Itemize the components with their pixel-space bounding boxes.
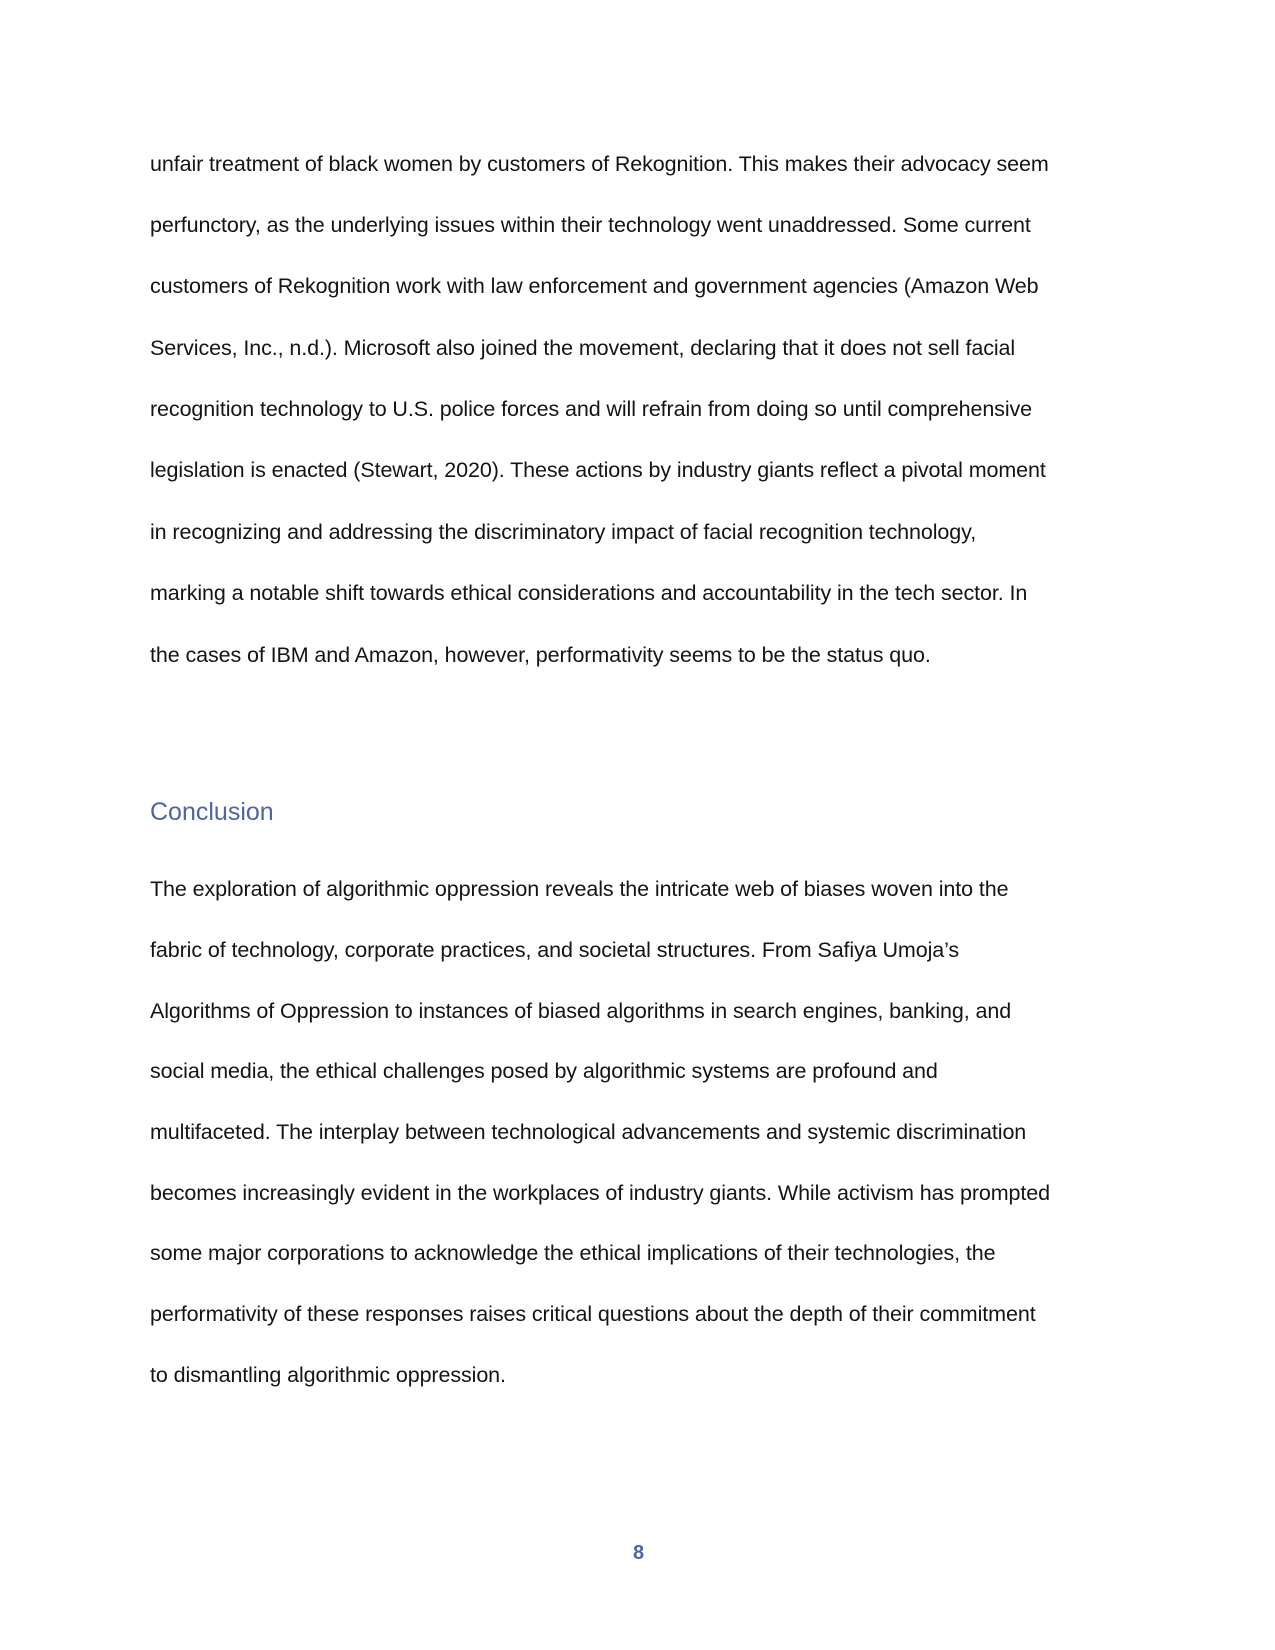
text-line: unfair treatment of black women by customers of Rekognition. This makes their advocacy seem xyxy=(150,152,1049,176)
text-line: marking a notable shift towards ethical considerations and accountability in the tech sector. In xyxy=(150,581,1028,605)
text-line: performativity of these responses raises critical questions about the depth of their commitment xyxy=(150,1302,1036,1326)
section-heading-conclusion: Conclusion xyxy=(150,798,274,826)
page-number: 8 xyxy=(632,1542,645,1564)
text-line: legislation is enacted (Stewart, 2020). These actions by industry giants reflect a pivotal moment xyxy=(150,458,1046,482)
text-line: recognition technology to U.S. police forces and will refrain from doing so until comprehensive xyxy=(150,397,1033,421)
text-line: some major corporations to acknowledge the ethical implications of their technologies, the xyxy=(150,1241,996,1265)
text-line: multifaceted. The interplay between technological advancements and systemic discrimination xyxy=(150,1120,1027,1144)
text-line: the cases of IBM and Amazon, however, performativity seems to be the status quo. xyxy=(150,643,931,667)
text-line: in recognizing and addressing the discriminatory impact of facial recognition technology, xyxy=(150,520,977,544)
text-line: fabric of technology, corporate practices, and societal structures. From Safiya Umoja’s xyxy=(150,938,960,962)
text-line: social media, the ethical challenges posed by algorithmic systems are profound and xyxy=(150,1059,938,1083)
text-line: Services, Inc., n.d.). Microsoft also joined the movement, declaring that it does not sell facial xyxy=(150,336,1016,360)
text-line: Algorithms of Oppression to instances of biased algorithms in search engines, banking, and xyxy=(150,999,1012,1023)
text-line: customers of Rekognition work with law enforcement and government agencies (Amazon Web xyxy=(150,274,1039,298)
text-line: The exploration of algorithmic oppression reveals the intricate web of biases woven into the xyxy=(150,877,1009,901)
text-line: perfunctory, as the underlying issues within their technology went unaddressed. Some current xyxy=(150,213,1031,237)
text-line: becomes increasingly evident in the workplaces of industry giants. While activism has prompted xyxy=(150,1181,1050,1205)
text-line: to dismantling algorithmic oppression. xyxy=(150,1363,506,1387)
